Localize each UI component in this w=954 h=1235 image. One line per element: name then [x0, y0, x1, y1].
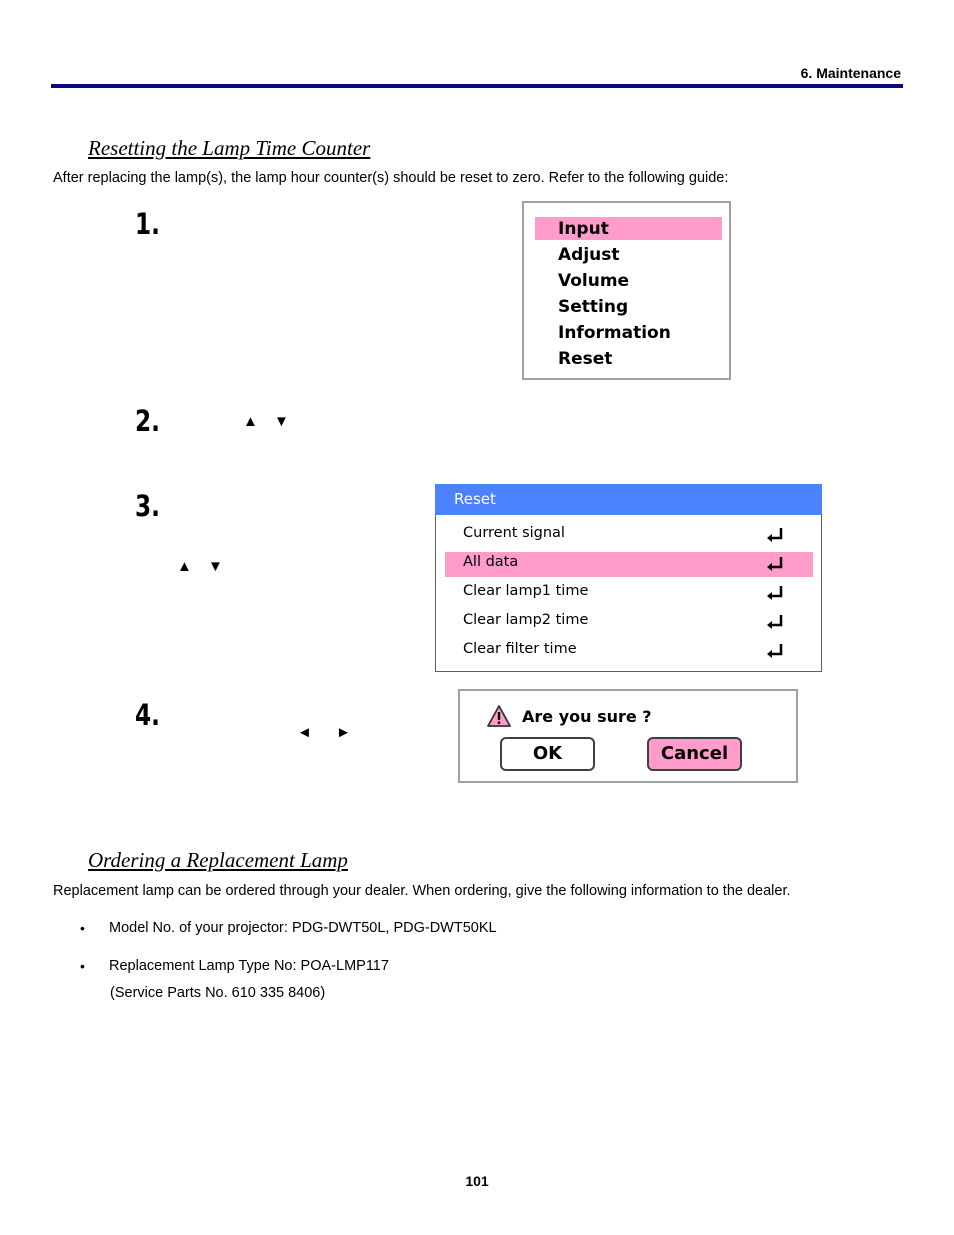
- main-menu-item-volume[interactable]: Volume: [558, 271, 630, 291]
- up-arrow-icon: ▲: [177, 558, 192, 575]
- enter-icon: [766, 614, 784, 630]
- up-arrow-icon: ▲: [243, 413, 258, 430]
- main-menu-item-adjust[interactable]: Adjust: [558, 245, 620, 265]
- reset-section-title: Resetting the Lamp Time Counter: [88, 136, 371, 160]
- enter-icon: [766, 556, 784, 572]
- order-section-title: Ordering a Replacement Lamp: [88, 848, 348, 872]
- step-3-number: 3.: [135, 489, 160, 523]
- main-menu: [522, 201, 731, 380]
- page-number: 101: [465, 1173, 489, 1189]
- left-arrow-icon: ◄: [297, 724, 312, 741]
- reset-item-all-data[interactable]: All data: [463, 554, 519, 570]
- down-arrow-icon: ▼: [208, 558, 223, 575]
- warning-icon: [486, 704, 512, 728]
- main-menu-item-setting[interactable]: Setting: [558, 297, 629, 317]
- step-1-number: 1.: [135, 207, 160, 241]
- header-rule: [51, 84, 903, 88]
- right-arrow-icon: ►: [336, 724, 351, 741]
- main-menu-item-input[interactable]: Input: [558, 219, 609, 239]
- cancel-button[interactable]: Cancel: [647, 737, 742, 771]
- step-4-number: 4.: [135, 698, 160, 732]
- reset-item-current-signal[interactable]: Current signal: [463, 525, 565, 541]
- reset-menu: [435, 515, 822, 672]
- enter-icon: [766, 585, 784, 601]
- down-arrow-icon: ▼: [274, 413, 289, 430]
- main-menu-item-information[interactable]: Information: [558, 323, 671, 343]
- bullet-model-no: Model No. of your projector: PDG-DWT50L, PDG-DWT50KL: [109, 920, 497, 936]
- ok-button[interactable]: OK: [500, 737, 595, 771]
- confirm-dialog: [458, 689, 798, 783]
- enter-icon: [766, 527, 784, 543]
- enter-icon: [766, 643, 784, 659]
- service-parts-note: (Service Parts No. 610 335 8406): [110, 985, 326, 1001]
- bullet-icon: •: [80, 920, 85, 936]
- order-intro: Replacement lamp can be ordered through your dealer. When ordering, give the following information to the dealer.: [53, 883, 791, 899]
- bullet-icon: •: [80, 958, 85, 974]
- confirm-question: Are you sure ?: [522, 707, 652, 726]
- step-2-number: 2.: [135, 404, 160, 438]
- bullet-lamp-type: Replacement Lamp Type No: POA-LMP117: [109, 958, 389, 974]
- reset-intro: After replacing the lamp(s), the lamp hour counter(s) should be reset to zero. Refer to the following guide:: [53, 170, 729, 186]
- main-menu-item-reset[interactable]: Reset: [558, 349, 613, 369]
- reset-item-clear-lamp2-time[interactable]: Clear lamp2 time: [463, 612, 589, 628]
- reset-item-clear-filter-time[interactable]: Clear filter time: [463, 641, 577, 657]
- reset-item-clear-lamp1-time[interactable]: Clear lamp1 time: [463, 583, 589, 599]
- reset-menu-header: Reset: [435, 484, 822, 515]
- running-header: 6. Maintenance: [800, 65, 901, 81]
